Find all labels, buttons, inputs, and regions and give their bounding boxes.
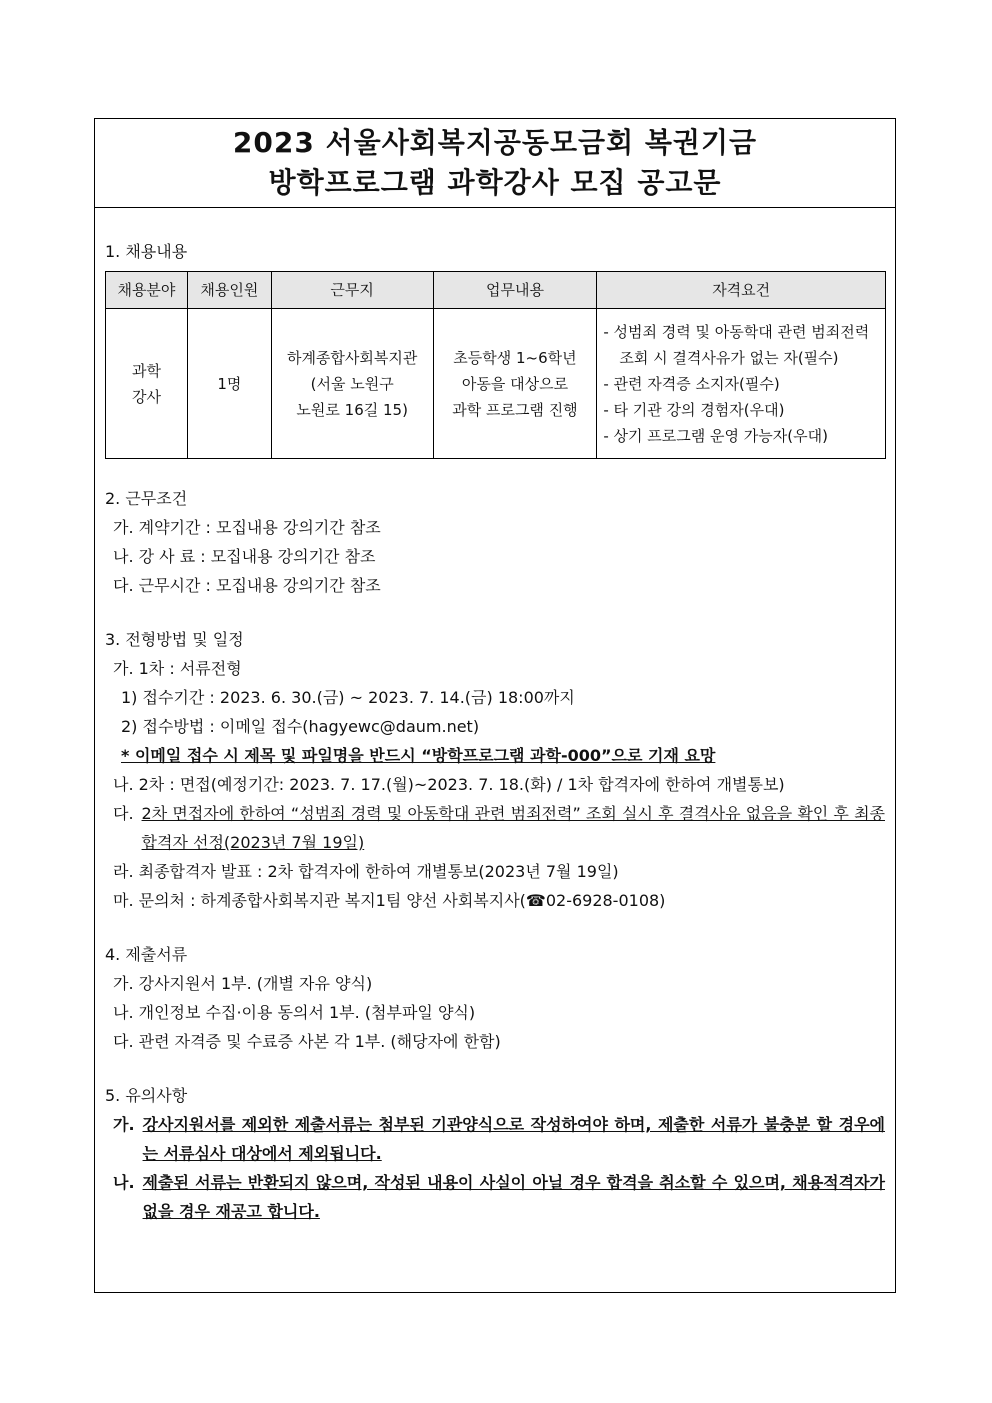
section-documents	[105, 940, 885, 1056]
list-item: 나. 제출된 서류는 반환되지 않으며, 작성된 내용이 사실이 아닐 경우 합격을 취소할 수 있으며, 채용적격자가 없을 경우 재공고 합니다.	[113, 1173, 885, 1221]
email-note: * 이메일 접수 시 제목 및 파일명을 반드시 “방학프로그램 과학-000”으로 기재 요망	[121, 746, 716, 765]
header-place: 근무지	[271, 272, 433, 309]
requirement-item: - 관련 자격증 소지자(필수)	[603, 374, 780, 393]
title-line-1: 2023 서울사회복지공동모금회 복권기금	[232, 126, 758, 159]
section-notes	[105, 1081, 885, 1226]
list-item: 가. 계약기간 : 모집내용 강의기간 참조	[113, 518, 381, 537]
list-item: 다. 2차 면접자에 한하여 “성범죄 경력 및 아동학대 관련 범죄전력” 조회 실시 후 결격사유 없음을 확인 후 최종 합격자 선정(2023년 7월 19일)	[113, 804, 885, 852]
section-heading: 3. 전형방법 및 일정	[105, 630, 244, 649]
title-box	[95, 119, 895, 208]
list-item: 가. 강사지원서 1부. (개별 자유 양식)	[113, 974, 373, 993]
list-item: 나. 2차 : 면접(예정기간: 2023. 7. 17.(월)~2023. 7. 18.(화) / 1차 합격자에 한하여 개별통보)	[113, 775, 785, 794]
header-requirements: 자격요건	[597, 272, 886, 309]
cell-place: 하계종합사회복지관 (서울 노원구 노원로 16길 15)	[271, 309, 433, 459]
cell-count: 1명	[187, 309, 271, 459]
cell-duty: 초등학생 1~6학년 아동을 대상으로 과학 프로그램 진행	[433, 309, 597, 459]
list-item: 다. 관련 자격증 및 수료증 사본 각 1부. (해당자에 한함)	[113, 1032, 501, 1051]
section-heading: 5. 유의사항	[105, 1086, 188, 1105]
list-item: 나. 개인정보 수집·이용 동의서 1부. (첨부파일 양식)	[113, 1003, 476, 1022]
requirement-item: - 타 기관 강의 경험자(우대)	[603, 400, 785, 419]
list-item: 1) 접수기간 : 2023. 6. 30.(금) ~ 2023. 7. 14.(금) 18:00까지	[121, 688, 575, 707]
list-item: 나. 강 사 료 : 모집내용 강의기간 참조	[113, 547, 376, 566]
cell-field: 과학 강사	[106, 309, 188, 459]
title-line-2: 방학프로그램 과학강사 모집 공고문	[268, 166, 722, 199]
section-heading: 1. 채용내용	[105, 242, 188, 261]
recruitment-table	[105, 271, 886, 459]
header-count: 채용인원	[187, 272, 271, 309]
section-heading: 4. 제출서류	[105, 945, 188, 964]
section-heading: 2. 근무조건	[105, 489, 188, 508]
list-item: 가. 강사지원서를 제외한 제출서류는 첨부된 기관양식으로 작성하여야 하며, 제출한 서류가 불충분 할 경우에는 서류심사 대상에서 제외됩니다.	[113, 1115, 885, 1163]
list-item: 다. 근무시간 : 모집내용 강의기간 참조	[113, 576, 381, 595]
contact-item: 마. 문의처 : 하계종합사회복지관 복지1팀 양선 사회복지사(☎02-6928-0108)	[113, 891, 666, 910]
requirement-item: - 상기 프로그램 운영 가능자(우대)	[603, 426, 828, 445]
cell-requirements	[597, 309, 886, 459]
requirement-item: - 성범죄 경력 및 아동학대 관련 범죄전력 조회 시 결격사유가 없는 자(필수)	[603, 322, 870, 367]
section-conditions	[105, 484, 885, 600]
list-item: 2) 접수방법 : 이메일 접수(hagyewc@daum.net)	[121, 717, 480, 736]
list-item: 가. 1차 : 서류전형	[113, 659, 242, 678]
table-header-row	[106, 272, 886, 309]
table-row	[106, 309, 886, 459]
header-duty: 업무내용	[433, 272, 597, 309]
notice-frame	[94, 118, 896, 1293]
section-recruitment	[105, 237, 885, 459]
list-item: 라. 최종합격자 발표 : 2차 합격자에 한하여 개별통보(2023년 7월 19일)	[113, 862, 619, 881]
notice-content	[105, 237, 885, 1226]
header-field: 채용분야	[106, 272, 188, 309]
section-selection	[105, 625, 885, 915]
